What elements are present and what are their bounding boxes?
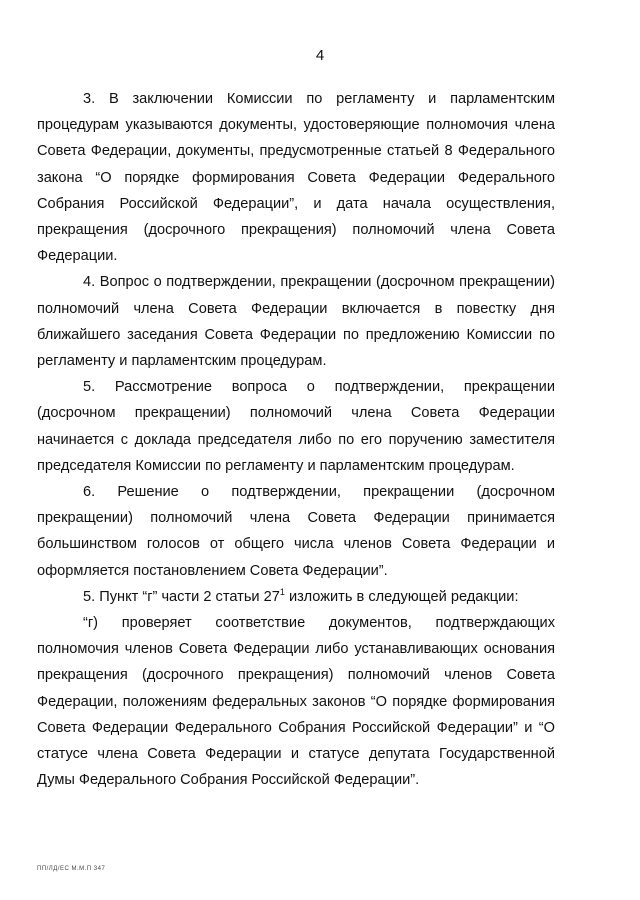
paragraph-item-4: 4. Вопрос о подтверждении, прекращении (досрочном прекращении) полномочий члена Совета Федерации включается в повестку дня ближайшего заседания Совета Федерации по предложению Комиссии по регламенту и парламентским процедурам.: [37, 274, 555, 370]
footer-mark: ПП/ЛД/ЕС М.М.П 347: [37, 866, 106, 872]
article-superscript: 1: [279, 586, 285, 597]
document-body: [37, 86, 555, 793]
quoted-paragraph-g: “г) проверяет соответствие документов, подтверждающих полномочия членов Совета Федерации либо устанавливающих основания прекращения (досрочного прекращения) полномочий членов Совета Федерации, положениям федеральных законов “О порядке формирования Совета Федерации Федерального Собрания Российской Федерации” и “О статусе члена Совета Федерации и статусе депутата Государственной Думы Федерального Собрания Российской Федерации”.: [37, 615, 555, 789]
paragraph-item-3: 3. В заключении Комиссии по регламенту и парламентским процедурам указываются документы, удостоверяющие полномочия члена Совета Федерации, документы, предусмотренные статьей 8 Федерального закона “О порядке формирования Совета Федерации Федерального Собрания Российской Федерации”, и дата начала осуществления, прекращения (досрочного прекращения) полномочий члена Совета Федерации.: [37, 91, 555, 265]
paragraph-item-5: 5. Рассмотрение вопроса о подтверждении, прекращении (досрочном прекращении) полномочий члена Совета Федерации начинается с доклада председателя либо по его поручению заместителя председателя Комиссии по регламенту и парламентским процедурам.: [37, 379, 555, 474]
amendment-text-before: 5. Пункт “г” части 2 статьи 27: [83, 588, 280, 605]
amendment-paragraph: [37, 584, 555, 610]
amendment-text-after: изложить в следующей редакции:: [284, 588, 519, 605]
paragraph-item-6: 6. Решение о подтверждении, прекращении (досрочном прекращении) полномочий члена Совета Федерации принимается большинством голосов от общего числа членов Совета Федерации и оформляется постановлением Совета Федерации”.: [37, 484, 555, 579]
page-number: 4: [315, 47, 325, 64]
